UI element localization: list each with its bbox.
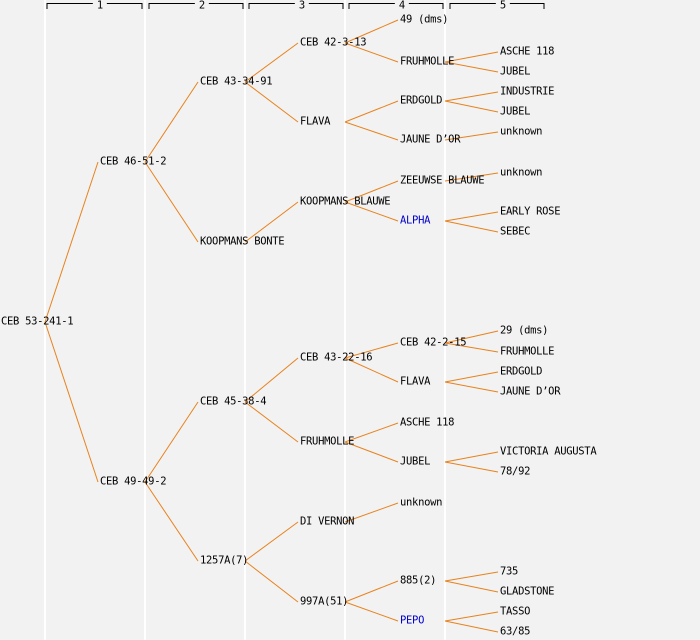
tree-node-78-92: 78/92 [500, 465, 531, 478]
pedigree-edge [445, 572, 498, 581]
tree-node-ceb-46-51-2: CEB 46-51-2 [100, 155, 167, 168]
pedigree-edge [445, 462, 498, 472]
tree-node-unknown: unknown [500, 166, 543, 179]
tree-node-flava: FLAVA [400, 375, 431, 388]
pedigree-edge [345, 581, 398, 602]
tree-node-tasso: TASSO [500, 605, 531, 618]
pedigree-edge [445, 581, 498, 592]
generation-label-4: 4 [395, 1, 409, 12]
tree-node-asche-118: ASCHE 118 [500, 45, 555, 58]
tree-node-jubel: JUBEL [500, 105, 531, 118]
tree-node-ceb-43-22-16: CEB 43-22-16 [300, 351, 373, 364]
generation-label-3: 3 [295, 1, 309, 12]
tree-node-fruhmolle: FRUHMOLLE [300, 435, 355, 448]
tree-node-ceb-53-241-1: CEB 53-241-1 [1, 315, 74, 328]
tree-node-49-dms: 49 (dms) [400, 13, 449, 26]
pedigree-edge [445, 452, 498, 462]
tree-node-koopmans-blauwe: KOOPMANS BLAUWE [300, 195, 391, 208]
tree-node-jaune-d-or: JAUNE D’OR [500, 385, 561, 398]
tree-node-63-85: 63/85 [500, 625, 531, 638]
pedigree-edge [145, 482, 198, 561]
pedigree-edge [45, 322, 98, 482]
pedigree-edge [445, 621, 498, 632]
tree-node-erdgold: ERDGOLD [500, 365, 543, 378]
pedigree-edge [445, 221, 498, 232]
tree-node-unknown: unknown [500, 125, 543, 138]
tree-node-gladstone: GLADSTONE [500, 585, 555, 598]
pedigree-edge [245, 522, 298, 561]
tree-node-735: 735 [500, 565, 519, 578]
tree-node-ceb-45-38-4: CEB 45-38-4 [200, 395, 267, 408]
tree-node-early-rose: EARLY ROSE [500, 205, 561, 218]
tree-node-victoria-augusta: VICTORIA AUGUSTA [500, 445, 597, 458]
tree-node-1257a-7: 1257A(7) [200, 554, 249, 567]
pedigree-edge [445, 101, 498, 112]
tree-node-ceb-43-34-91: CEB 43-34-91 [200, 75, 273, 88]
tree-node-di-vernon: DI VERNON [300, 515, 355, 528]
tree-node-jaune-d-or: JAUNE D’OR [400, 133, 461, 146]
pedigree-edge [445, 372, 498, 382]
tree-node-pepo[interactable]: PEPO [400, 614, 425, 627]
tree-node-ceb-49-49-2: CEB 49-49-2 [100, 475, 167, 488]
tree-node-industrie: INDUSTRIE [500, 85, 555, 98]
tree-node-997a-51: 997A(51) [300, 595, 349, 608]
generation-label-1: 1 [93, 1, 107, 12]
pedigree-edge [145, 402, 198, 482]
tree-node-885-2: 885(2) [400, 574, 437, 587]
tree-node-asche-118: ASCHE 118 [400, 416, 455, 429]
pedigree-edge [45, 162, 98, 322]
pedigree-edge [345, 101, 398, 122]
tree-node-fruhmolle: FRUHMOLLE [400, 55, 455, 68]
pedigree-edge [245, 561, 298, 602]
pedigree-edge [145, 162, 198, 242]
pedigree-edge [445, 382, 498, 392]
pedigree-edge [445, 612, 498, 621]
tree-node-fruhmolle: FRUHMOLLE [500, 345, 555, 358]
pedigree-edge [145, 82, 198, 162]
tree-node-unknown: unknown [400, 496, 443, 509]
generation-label-5: 5 [496, 1, 510, 12]
tree-node-jubel: JUBEL [400, 455, 431, 468]
pedigree-edge [345, 602, 398, 621]
generation-label-2: 2 [195, 1, 209, 12]
tree-node-alpha[interactable]: ALPHA [400, 214, 431, 227]
pedigree-edge [445, 92, 498, 101]
tree-node-sebec: SEBEC [500, 225, 531, 238]
tree-node-ceb-42-3-13: CEB 42-3-13 [300, 36, 367, 49]
tree-node-erdgold: ERDGOLD [400, 94, 443, 107]
tree-node-ceb-42-2-15: CEB 42-2-15 [400, 336, 467, 349]
pedigree-edge [445, 212, 498, 221]
tree-node-flava: FLAVA [300, 115, 331, 128]
tree-node-koopmans-bonte: KOOPMANS BONTE [200, 235, 285, 248]
pedigree-edge [345, 122, 398, 140]
tree-node-jubel: JUBEL [500, 65, 531, 78]
tree-node-zeeuwse-blauwe: ZEEUWSE BLAUWE [400, 174, 485, 187]
tree-node-29-dms: 29 (dms) [500, 324, 549, 337]
